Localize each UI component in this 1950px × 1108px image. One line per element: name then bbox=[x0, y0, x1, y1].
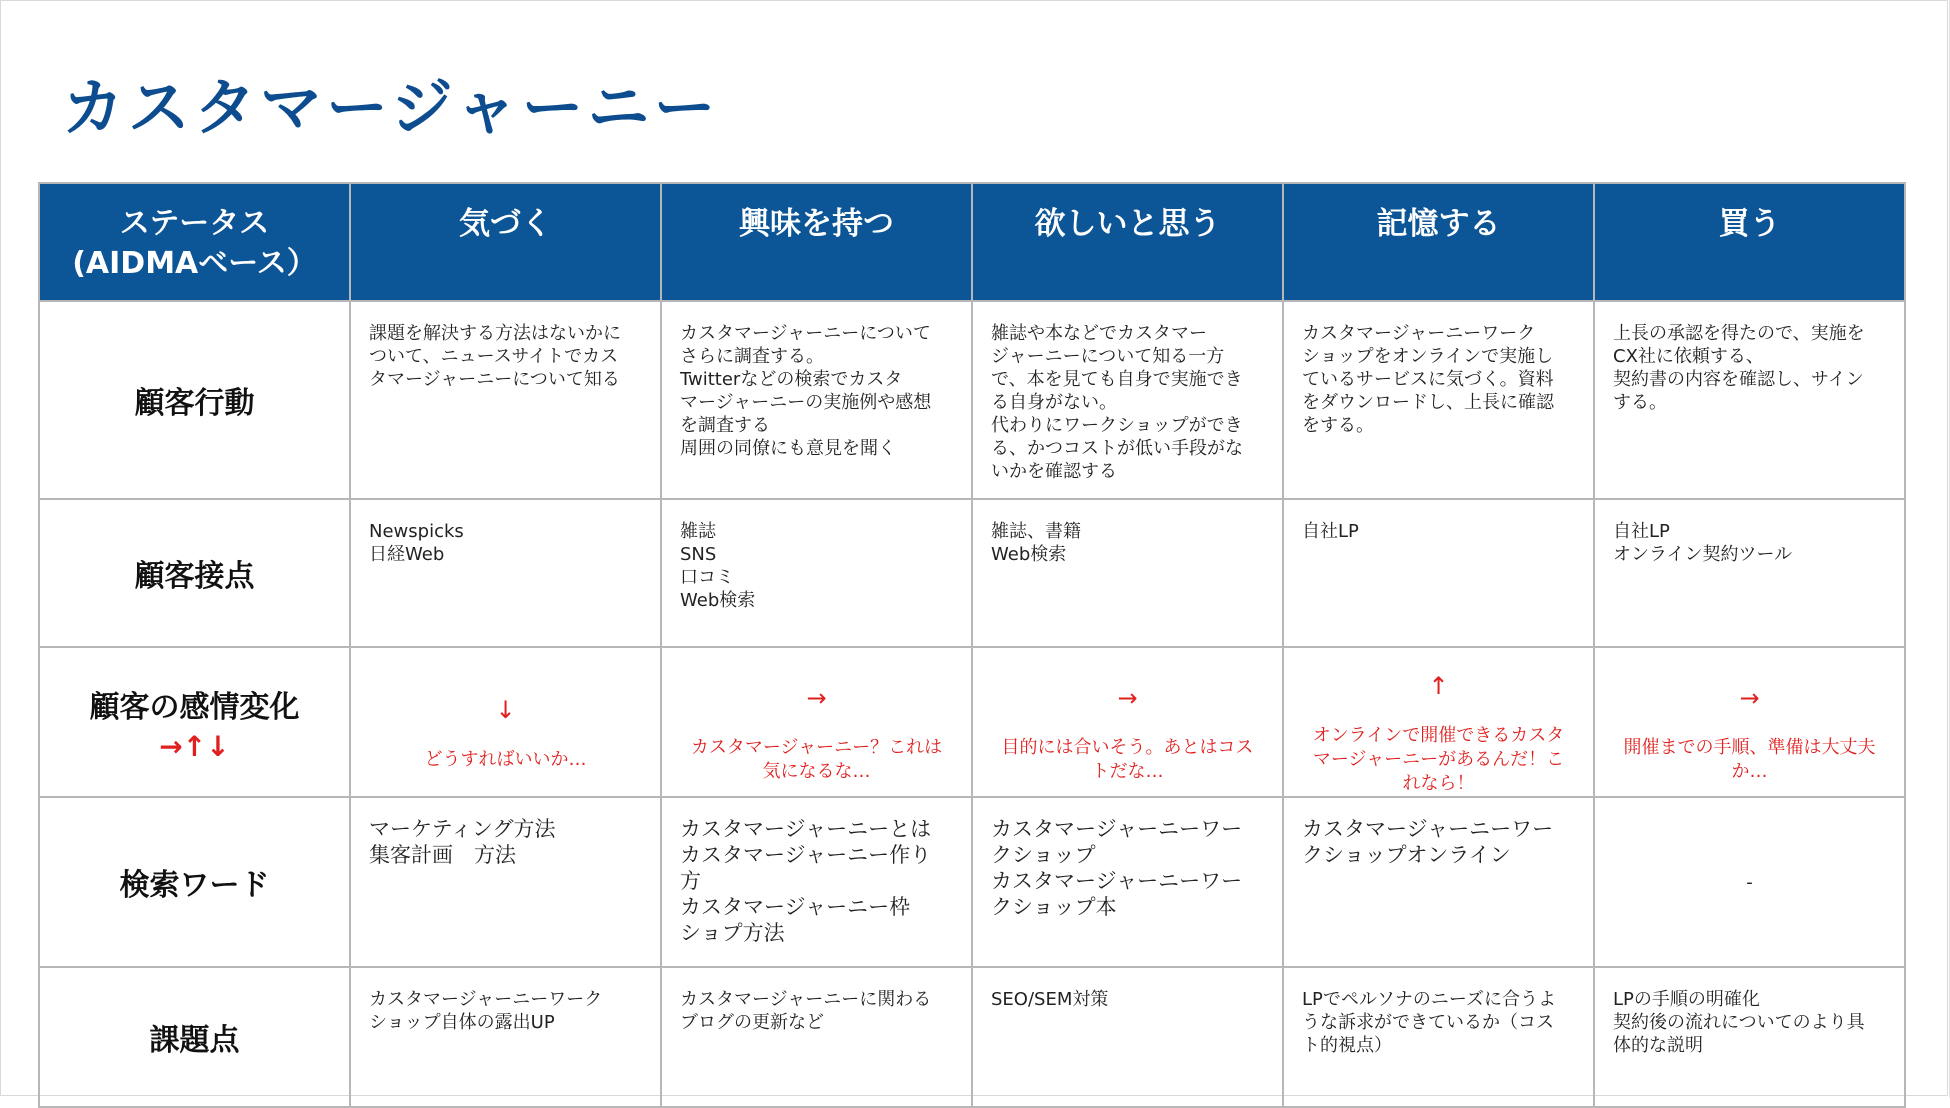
table-cell: 自社LP bbox=[1283, 499, 1594, 647]
row-search-words bbox=[39, 797, 1905, 967]
row-label-customer-action: 顧客行動 bbox=[39, 301, 350, 499]
right-arrow-icon: → bbox=[806, 684, 827, 712]
header-status: ステータス (AIDMAベース） bbox=[39, 183, 350, 301]
row-label-search-words: 検索ワード bbox=[39, 797, 350, 967]
emotion-cell bbox=[1594, 647, 1905, 797]
table-cell: Newspicks 日経Web bbox=[350, 499, 661, 647]
row-emotion bbox=[39, 647, 1905, 797]
row-label-touchpoint: 顧客接点 bbox=[39, 499, 350, 647]
table-cell: カスタマージャーニーワーク ショップ自体の露出UP bbox=[350, 967, 661, 1107]
table-cell: LPでペルソナのニーズに合うよ うな訴求ができているか（コス ト的視点） bbox=[1283, 967, 1594, 1107]
table-cell: カスタマージャーニーワー クショップ カスタマージャーニーワー クショップ本 bbox=[972, 797, 1283, 967]
row-label-emotion bbox=[39, 647, 350, 797]
header-stage-aware: 気づく bbox=[350, 183, 661, 301]
row-label-issues: 課題点 bbox=[39, 967, 350, 1107]
right-arrow-icon: → bbox=[1739, 684, 1760, 712]
table-cell: LPの手順の明確化 契約後の流れについてのより具 体的な説明 bbox=[1594, 967, 1905, 1107]
emotion-arrows-legend: →↑↓ bbox=[159, 729, 230, 763]
page-title: カスタマージャーニー bbox=[62, 71, 720, 144]
row-customer-action bbox=[39, 301, 1905, 499]
row-issues bbox=[39, 967, 1905, 1107]
table-cell: 雑誌や本などでカスタマー ジャーニーについて知る一方 で、本を見ても自身で実施でき る自身がない。 代わりにワークショップができ る、かつコストが低い手段がな いかを確認する bbox=[972, 301, 1283, 499]
table-cell: 雑誌 SNS 口コミ Web検索 bbox=[661, 499, 972, 647]
emotion-cell bbox=[350, 647, 661, 797]
table-cell: カスタマージャーニーワーク ショップをオンラインで実施し ているサービスに気づく。資料 をダウンロードし、上長に確認 をする。 bbox=[1283, 301, 1594, 499]
emotion-cell bbox=[661, 647, 972, 797]
table-cell: カスタマージャーニーに関わる ブログの更新など bbox=[661, 967, 972, 1107]
right-arrow-icon: → bbox=[1117, 684, 1138, 712]
header-stage-desire: 欲しいと思う bbox=[972, 183, 1283, 301]
emotion-cell bbox=[1283, 647, 1594, 797]
emotion-text: どうすればいいか… bbox=[424, 749, 587, 770]
table-cell: カスタマージャーニーとは カスタマージャーニー作り 方 カスタマージャーニー枠 ショプ方法 bbox=[661, 797, 972, 967]
table-cell: マーケティング方法 集客計画 方法 bbox=[350, 797, 661, 967]
table-cell: 自社LP オンライン契約ツール bbox=[1594, 499, 1905, 647]
emotion-text: 目的には合いそう。あとはコス トだな… bbox=[1001, 737, 1254, 782]
row-label-emotion-text: 顧客の感情変化 bbox=[89, 689, 300, 725]
customer-journey-table bbox=[38, 182, 1906, 1108]
table-cell: 雑誌、書籍 Web検索 bbox=[972, 499, 1283, 647]
table-cell: カスタマージャーニーワー クショップオンライン bbox=[1283, 797, 1594, 967]
emotion-text: オンラインで開催できるカスタ マージャーニーがあるんだ！こ れなら！ bbox=[1312, 725, 1565, 794]
header-row bbox=[39, 183, 1905, 301]
table-cell: SEO/SEM対策 bbox=[972, 967, 1283, 1107]
emotion-text: カスタマージャーニー？これは 気になるな… bbox=[690, 737, 943, 782]
emotion-text: 開催までの手順、準備は大丈夫 か… bbox=[1623, 737, 1876, 782]
table-cell: 上長の承認を得たので、実施を CX社に依頼する、 契約書の内容を確認し、サイン する。 bbox=[1594, 301, 1905, 499]
table-cell: - bbox=[1594, 797, 1905, 967]
header-stage-memory: 記憶する bbox=[1283, 183, 1594, 301]
row-touchpoint bbox=[39, 499, 1905, 647]
up-arrow-icon: ↑ bbox=[1428, 672, 1449, 700]
table-cell: カスタマージャーニーについて さらに調査する。 Twitterなどの検索でカスタ マージャーニーの実施例や感想 を調査する 周囲の同僚にも意見を聞く bbox=[661, 301, 972, 499]
down-arrow-icon: ↓ bbox=[495, 696, 516, 724]
table-cell: 課題を解決する方法はないかに ついて、ニュースサイトでカス タマージャーニーについて知る bbox=[350, 301, 661, 499]
header-stage-action: 買う bbox=[1594, 183, 1905, 301]
emotion-cell bbox=[972, 647, 1283, 797]
header-stage-interest: 興味を持つ bbox=[661, 183, 972, 301]
